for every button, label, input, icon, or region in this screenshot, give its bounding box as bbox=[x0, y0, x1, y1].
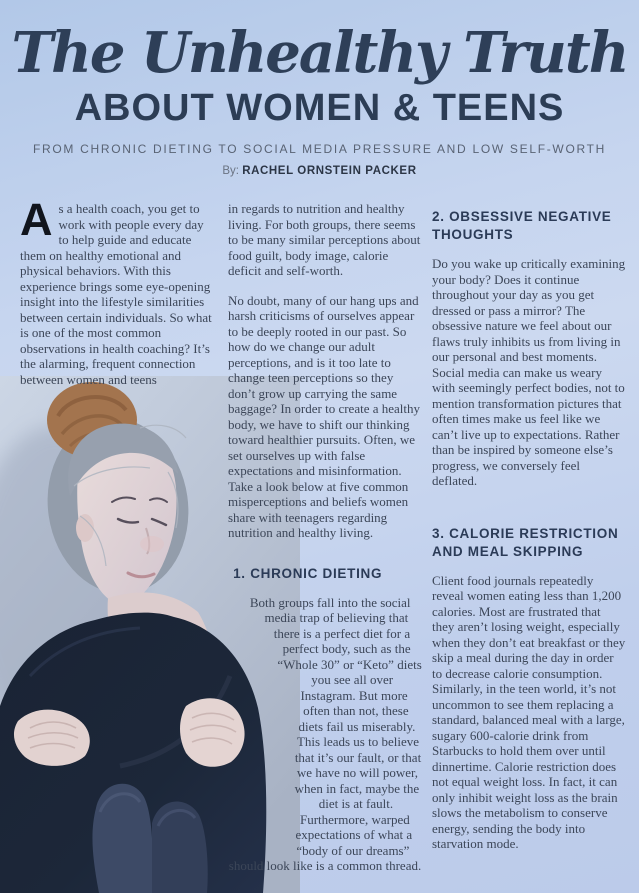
dropcap: A bbox=[20, 194, 53, 245]
byline-author: RACHEL ORNSTEIN PACKER bbox=[242, 164, 417, 177]
section-heading-chronic-dieting: 1. CHRONIC DIETING bbox=[233, 565, 383, 581]
article-title-caps: ABOUT WOMEN & TEENS bbox=[74, 86, 565, 129]
ear bbox=[76, 514, 94, 542]
cheek bbox=[140, 536, 164, 552]
paragraph: No doubt, many of our hang ups and harsh criticisms of ourselves appear to be deeply rooted in our past. So how do we change our adult perceptions, and is it too late to change teen perceptions so they don’t grow up carrying the same baggage? In order to create a healthy body, we have to shift our thinking toward healthier pursuits. Often, we set ourselves up with false expectations and misinformation. Take a look below at five common misperceptions and beliefs women share with teenagers regarding nutrition and healthy living. bbox=[228, 292, 421, 540]
article-header bbox=[0, 0, 639, 177]
paragraph: Both groups fall into the social media trap of believing that there is a perfect diet for a perfect body, such as the “Whole 30” or “Keto” diets you see all over Instagram. But more often than not, these diets fail us miserably. This leads us to believe that it’s our fault, or that we have no will power, when in fact, maybe the diet is at fault. Furthermore, warped expectations of what a “body of our dreams” should look like is a common thread. bbox=[228, 594, 422, 873]
intro-paragraph bbox=[20, 194, 216, 387]
column-middle bbox=[228, 201, 422, 888]
section-heading-obsessive-thoughts: 2. OBSESSIVE NEGATIVE THOUGHTS bbox=[432, 209, 612, 242]
column-right bbox=[432, 201, 626, 866]
article-title-script: The Unhealthy Truth bbox=[11, 20, 628, 86]
intro-text: s a health coach, you get to work with people every day to help guide and educate them on healthy emotional and physical behaviors. With this experience brings some eye-opening insight into the lifestyle similarities between certain individuals. So what is one of the most common observations in health coaching? It’s the alarming, frequent connection between women and teens bbox=[20, 201, 212, 387]
column-intro bbox=[20, 194, 216, 401]
section-heading-calorie-restriction: 3. CALORIE RESTRICTION AND MEAL SKIPPING bbox=[432, 525, 619, 559]
article-subtitle: FROM CHRONIC DIETING TO SOCIAL MEDIA PRESSURE AND LOW SELF-WORTH bbox=[32, 141, 607, 156]
paragraph: in regards to nutrition and healthy living. For both groups, there seems to be many similar perceptions about food guilt, body image, calorie deficit and self-worth. bbox=[228, 201, 421, 278]
byline-prefix: By: bbox=[222, 164, 239, 177]
byline bbox=[0, 165, 639, 177]
paragraph: Do you wake up critically examining your body? Does it continue throughout your day as you get dressed or pass a mirror? The obsessive nature we feel about our flaws truly inhibits us from living in our personal and best moments. Social media can make us weary with seemingly perfect bodies, not to mention transformation pictures that often times make us feel like we can’t live up to expectations. Rather than be inspired by someone else’s progress, we conversely feel deflated. bbox=[432, 256, 626, 488]
paragraph: Client food journals repeatedly reveal women eating less than 1,200 calories. Most are frustrated that they aren’t losing weight, especially when they don’t eat breakfast or they skip a meal during the day in order to decrease calorie consumption. Similarly, in the teen world, it’s not uncommon to see them replacing a standard, balanced meal with a large, sugary 600-calorie drink from Starbucks to hold them over until dinnertime. Calorie restriction does not equal weight loss. In fact, it can only inhibit weight loss as the brain slows the metabolism to conserve energy, sending the body into starvation mode. bbox=[432, 572, 626, 851]
